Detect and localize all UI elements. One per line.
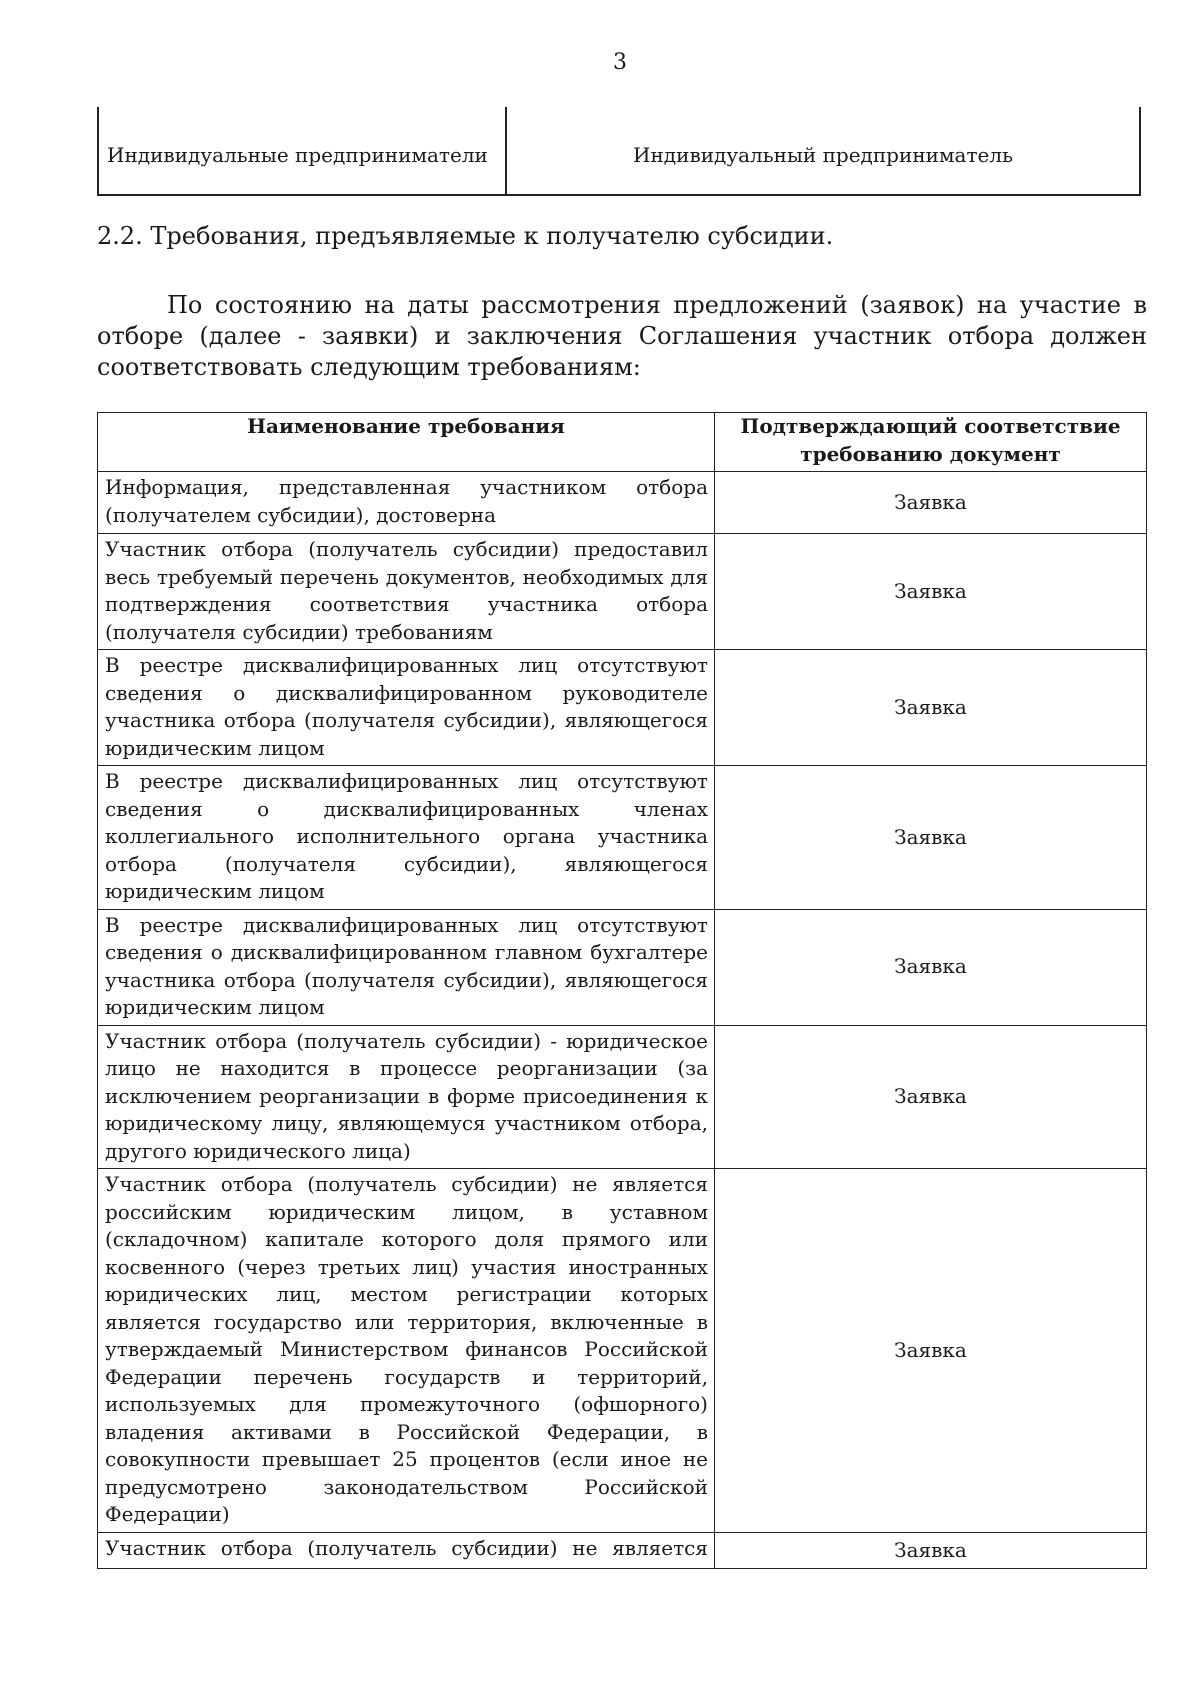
requirements-table [97,412,1147,1569]
header-document: Подтверждающий соответствие требованию документ [715,413,1147,472]
table-cell-left: Индивидуальные предприниматели [98,107,506,195]
document-cell: Заявка [715,534,1147,650]
document-cell: Заявка [715,1169,1147,1533]
table-row [98,534,1147,650]
table-row [98,107,1140,195]
document-cell: Заявка [715,1533,1147,1569]
intro-paragraph: По состоянию на даты рассмотрения предложений (заявок) на участие в отборе (далее - заявки) и заключения Соглашения участник отбора должен соответствовать следующим требованиям: [97,291,1147,381]
document-cell: Заявка [715,766,1147,910]
document-cell: Заявка [715,472,1147,534]
document-cell: Заявка [715,650,1147,766]
table-header-row [98,413,1147,472]
continued-table [97,107,1141,196]
table-row [98,766,1147,910]
page-number: 3 [613,50,627,75]
table-row [98,472,1147,534]
table-row [98,1169,1147,1533]
table-row [98,650,1147,766]
requirement-cell: Участник отбора (получатель субсидии) не является российским юридическим лицом, в уставном (складочном) капитале которого доля прямого или косвенного (через третьих лиц) участия иностранных юридических лиц, местом регистрации которых является государство или территория, включенные в утверждаемый Министерством финансов Российской Федерации перечень государств и территорий, используемых для промежуточного (офшорного) владения активами в Российской Федерации, в совокупности превышает 25 процентов (если иное не предусмотрено законодательством Российской Федерации) [98,1169,715,1533]
table-row [98,909,1147,1025]
header-requirement: Наименование требования [98,413,715,472]
section-heading: 2.2. Требования, предъявляемые к получателю субсидии. [97,222,834,250]
requirement-cell: Участник отбора (получатель субсидии) - юридическое лицо не находится в процессе реорганизации (за исключением реорганизации в форме присоединения к юридическому лицу, являющемуся участником отбора, другого юридического лица) [98,1025,715,1169]
requirement-cell: Информация, представленная участником отбора (получателем субсидии), достоверна [98,472,715,534]
table-row [98,1025,1147,1169]
requirement-cell: Участник отбора (получатель субсидии) предоставил весь требуемый перечень документов, необходимых для подтверждения соответствия участника отбора (получателя субсидии) требованиям [98,534,715,650]
requirement-cell: В реестре дисквалифицированных лиц отсутствуют сведения о дисквалифицированном главном бухгалтере участника отбора (получателя субсидии), являющегося юридическим лицом [98,909,715,1025]
requirement-cell: В реестре дисквалифицированных лиц отсутствуют сведения о дисквалифицированных членах коллегиального исполнительного органа участника отбора (получателя субсидии), являющегося юридическим лицом [98,766,715,910]
table-cell-right: Индивидуальный предприниматель [506,107,1140,195]
requirement-cell: В реестре дисквалифицированных лиц отсутствуют сведения о дисквалифицированном руководителе участника отбора (получателя субсидии), являющегося юридическим лицом [98,650,715,766]
document-cell: Заявка [715,1025,1147,1169]
table-row [98,1533,1147,1569]
requirement-cell: Участник отбора (получатель субсидии) не является [98,1533,715,1569]
document-cell: Заявка [715,909,1147,1025]
